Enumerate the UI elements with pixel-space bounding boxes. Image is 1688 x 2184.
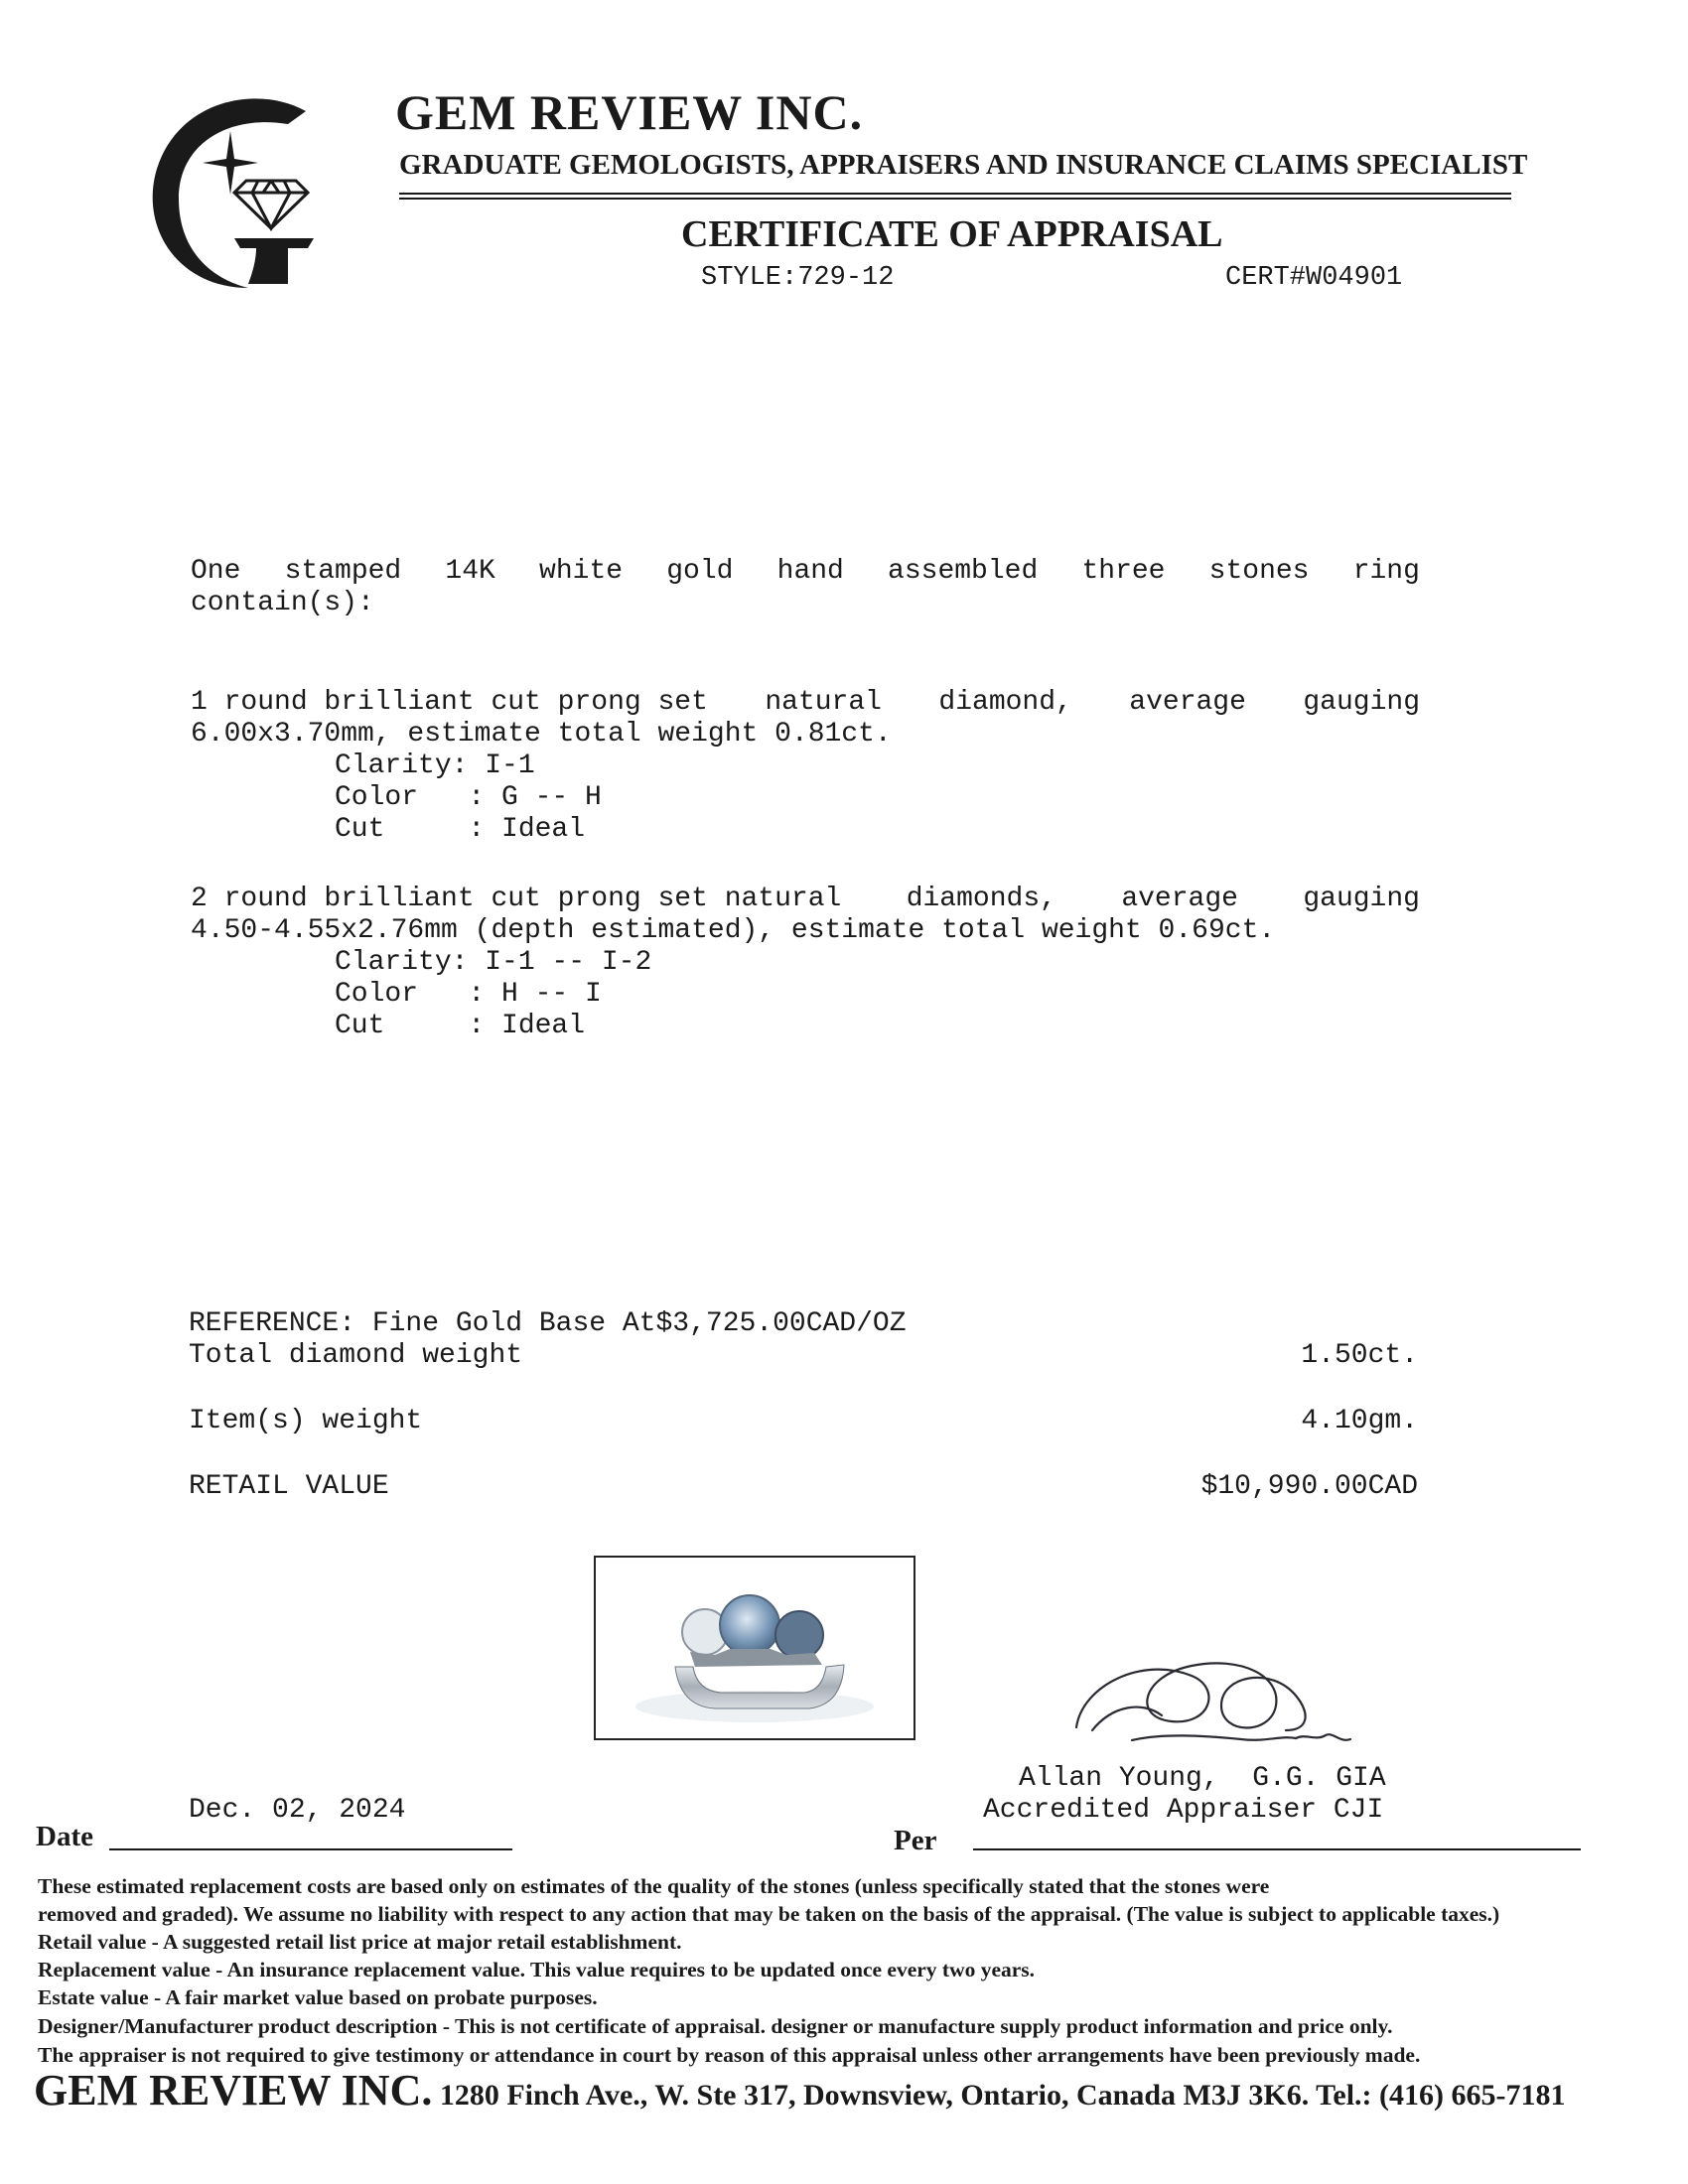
stone-group-1-color: Color : G -- H [335, 782, 602, 813]
retail-value-row [189, 1471, 1418, 1502]
stone-text: natural [765, 687, 882, 718]
date-label: Date [36, 1821, 93, 1852]
date-signature-line [109, 1848, 512, 1850]
description-word: gold [666, 556, 734, 587]
stone-group-2-clarity: Clarity: I-1 -- I-2 [335, 947, 652, 978]
stone-text: gauging [1303, 884, 1420, 914]
company-name: GEM REVIEW INC. [395, 84, 864, 140]
document-title: CERTIFICATE OF APPRAISAL [681, 213, 1223, 255]
description-word: three [1081, 556, 1166, 587]
stone-text: 1 round brilliant cut prong set [191, 687, 708, 718]
stone-group-2-color: Color : H -- I [335, 979, 602, 1010]
stone-group-2-line1 [191, 884, 1420, 914]
header-rule-top [399, 193, 1511, 195]
stone-text: diamond, [938, 687, 1072, 718]
company-logo [139, 89, 338, 298]
appraiser-name: Allan Young, G.G. GIA [1019, 1763, 1386, 1794]
total-diamond-weight-label: Total diamond weight [189, 1340, 523, 1371]
reference-gold-base: REFERENCE: Fine Gold Base At$3,725.00CAD/OZ [189, 1308, 907, 1339]
description-word: stamped [284, 556, 402, 587]
stone-text: diamonds, [906, 884, 1056, 914]
retail-value-amount: $10,990.00CAD [1200, 1471, 1418, 1502]
appraiser-title: Accredited Appraiser CJI [983, 1795, 1384, 1826]
disclaimer-line: Designer/Manufacturer product description - This is not certificate of appraisal. designer or manufacture supply product information and price only. [38, 2014, 1393, 2038]
retail-value-label: RETAIL VALUE [189, 1471, 389, 1502]
per-label: Per [894, 1825, 937, 1856]
footer-company-name: GEM REVIEW INC. [34, 2066, 433, 2115]
item-description-line1 [191, 556, 1420, 587]
description-word: stones [1208, 556, 1310, 587]
ring-image [596, 1558, 914, 1738]
description-word: ring [1352, 556, 1420, 587]
stone-text: 2 round brilliant cut prong set natural [191, 884, 842, 914]
stone-group-1-clarity: Clarity: I-1 [335, 751, 535, 781]
footer [34, 2065, 1566, 2116]
stone-text: average [1129, 687, 1246, 718]
disclaimer-line: removed and graded). We assume no liability with respect to any action that may be taken on the basis of the appraisal. (The value is subject to applicable taxes.) [38, 1902, 1500, 1926]
ring-photo [594, 1556, 915, 1740]
description-word: One [191, 556, 241, 587]
disclaimer-line: Retail value - A suggested retail list price at major retail establishment. [38, 1930, 682, 1954]
stone-group-2-cut: Cut : Ideal [335, 1011, 586, 1041]
appraiser-signature [1072, 1636, 1390, 1755]
disclaimer-line: Replacement value - An insurance replacement value. This value requires to be updated once every two years. [38, 1958, 1036, 1981]
stone-group-1-line2: 6.00x3.70mm, estimate total weight 0.81ct. [191, 719, 892, 750]
description-word: 14K [445, 556, 495, 587]
description-word: white [539, 556, 624, 587]
per-signature-line [973, 1848, 1581, 1850]
certificate-number: CERT#W04901 [1225, 263, 1403, 293]
description-word: assembled [888, 556, 1039, 587]
disclaimer-line: These estimated replacement costs are based only on estimates of the quality of the stones (unless specifically stated that the stones were [38, 1874, 1270, 1898]
header-rule-bottom [399, 198, 1511, 200]
style-number: STYLE:729-12 [701, 263, 895, 293]
disclaimer-line: Estate value - A fair market value based on probate purposes. [38, 1985, 598, 2009]
company-tagline: GRADUATE GEMOLOGISTS, APPRAISERS AND INSURANCE CLAIMS SPECIALIST [399, 149, 1528, 181]
stone-group-2-line2: 4.50-4.55x2.76mm (depth estimated), estimate total weight 0.69ct. [191, 915, 1276, 946]
footer-address: 1280 Finch Ave., W. Ste 317, Downsview, Ontario, Canada M3J 3K6. Tel.: (416) 665-7181 [432, 2079, 1566, 2112]
total-diamond-weight-value: 1.50ct. [1301, 1340, 1418, 1371]
item-weight-label: Item(s) weight [189, 1406, 423, 1436]
item-description-line2: contain(s): [191, 588, 374, 618]
item-weight-value: 4.10gm. [1301, 1406, 1418, 1436]
stone-text: average [1121, 884, 1238, 914]
description-word: hand [776, 556, 844, 587]
stone-text: gauging [1303, 687, 1420, 718]
appraisal-date: Dec. 02, 2024 [189, 1795, 406, 1826]
stone-group-1-cut: Cut : Ideal [335, 814, 586, 845]
disclaimer-line: The appraiser is not required to give testimony or attendance in court by reason of this appraisal unless other arrangements have been previously made. [38, 2043, 1421, 2067]
item-weight-row [189, 1406, 1418, 1436]
total-diamond-weight-row [189, 1340, 1418, 1371]
stone-group-1-line1 [191, 687, 1420, 718]
